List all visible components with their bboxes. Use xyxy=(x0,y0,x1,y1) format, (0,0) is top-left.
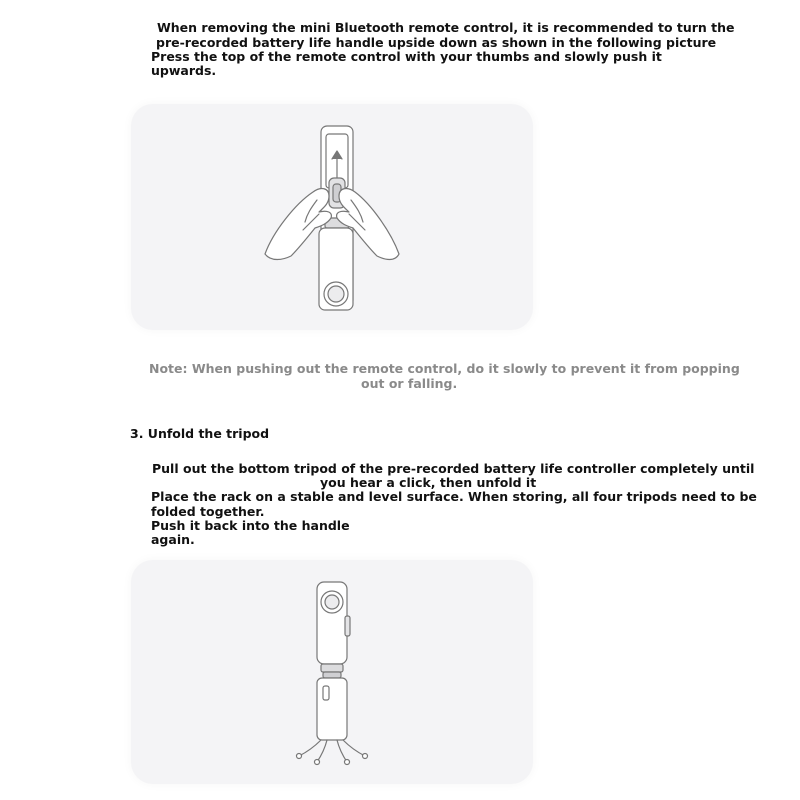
remote-instruction-line-1: Press the top of the remote control with your thumbs and slowly push it xyxy=(151,49,662,64)
remote-removal-illustration xyxy=(131,104,533,330)
tripod-leg xyxy=(299,740,321,756)
note-line-1: Note: When pushing out the remote control, do it slowly to prevent it from popping xyxy=(149,361,740,376)
tripod-line-2: you hear a click, then unfold it xyxy=(320,475,537,490)
tripod-line-4: folded together. xyxy=(151,504,265,519)
tripod-leg xyxy=(343,740,365,756)
tripod-leg xyxy=(337,740,347,762)
remote-control xyxy=(323,672,341,678)
tripod-line-6: again. xyxy=(151,532,195,547)
note-line-2: out or falling. xyxy=(361,376,458,391)
remote-intro-line-2: pre-recorded battery life handle upside down as shown in the following picture xyxy=(156,35,717,50)
tripod-line-3: Place the rack on a stable and level surface. When storing, all four tripods need to be xyxy=(151,489,757,504)
remote-intro-line-1: When removing the mini Bluetooth remote control, it is recommended to turn the xyxy=(157,20,735,35)
tripod-heading: 3. Unfold the tripod xyxy=(130,426,270,441)
tripod-line-1: Pull out the bottom tripod of the pre-recorded battery life controller completely until xyxy=(152,461,755,476)
tripod-leg xyxy=(317,740,327,762)
remote-instruction-line-2: upwards. xyxy=(151,63,217,78)
tripod-line-5: Push it back into the handle xyxy=(151,518,350,533)
handle-body xyxy=(317,678,347,740)
tripod-illustration xyxy=(131,560,533,784)
